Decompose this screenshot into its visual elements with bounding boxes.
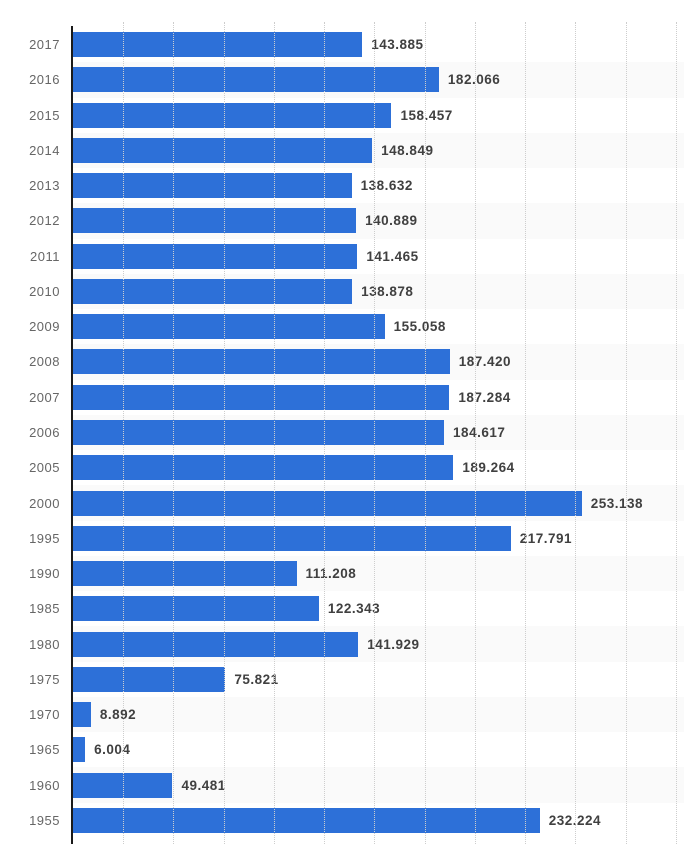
bar — [73, 737, 85, 762]
bar — [73, 138, 372, 163]
category-label: 2010 — [29, 283, 60, 299]
bar — [73, 349, 450, 374]
value-label: 138.632 — [360, 178, 413, 194]
bar — [73, 561, 297, 586]
plot-area — [73, 27, 684, 838]
category-label: 2006 — [29, 424, 60, 440]
bar — [73, 385, 449, 410]
category-label: 2014 — [29, 142, 60, 158]
category-label: 2017 — [29, 37, 60, 53]
category-label: 2008 — [29, 354, 60, 370]
value-label: 253.138 — [590, 495, 644, 511]
category-label: 1980 — [29, 636, 60, 652]
value-label: 158.457 — [400, 107, 453, 123]
bar — [73, 632, 358, 657]
bar — [73, 596, 319, 621]
value-label: 122.343 — [327, 601, 381, 617]
category-label: 1975 — [29, 671, 60, 687]
gridline — [475, 22, 476, 844]
bar — [73, 491, 582, 516]
value-label: 143.885 — [371, 37, 424, 53]
category-label: 2012 — [29, 213, 60, 229]
value-label: 232.224 — [548, 812, 602, 828]
bar — [73, 32, 362, 57]
value-label: 140.889 — [365, 213, 418, 229]
row-band — [73, 697, 684, 732]
category-label: 2011 — [30, 248, 60, 264]
value-label: 155.058 — [393, 319, 446, 335]
category-label: 2015 — [29, 107, 60, 123]
gridline — [425, 22, 426, 844]
gridline — [525, 22, 526, 844]
category-label: 1965 — [29, 742, 60, 758]
value-label: 217.791 — [519, 530, 573, 546]
value-label: 49.481 — [181, 777, 226, 793]
gridline — [123, 22, 124, 844]
bar — [73, 67, 439, 92]
bar — [73, 808, 540, 833]
value-label: 8.892 — [99, 707, 137, 723]
bar — [73, 279, 352, 304]
bar — [73, 314, 385, 339]
bar — [73, 173, 352, 198]
value-label: 187.284 — [458, 389, 511, 405]
value-label: 148.849 — [381, 142, 434, 158]
category-label: 2005 — [29, 460, 60, 476]
gridline — [324, 22, 325, 844]
value-label: 189.264 — [462, 460, 515, 476]
category-label: 1985 — [29, 601, 60, 617]
gridline — [173, 22, 174, 844]
gridline — [626, 22, 627, 844]
value-label: 138.878 — [361, 283, 414, 299]
value-label: 187.420 — [458, 354, 511, 370]
gridline — [224, 22, 225, 844]
value-label: 111.208 — [305, 566, 357, 582]
value-label: 184.617 — [453, 425, 506, 440]
value-label: 75.821 — [234, 671, 279, 687]
bar — [73, 455, 453, 480]
y-axis-line — [71, 26, 73, 844]
category-label: 1990 — [29, 566, 60, 582]
category-label: 1995 — [29, 530, 60, 546]
bar — [73, 420, 444, 445]
category-label: 1955 — [29, 812, 60, 828]
bar — [73, 103, 391, 128]
gridline — [374, 22, 375, 844]
category-label: 2016 — [29, 72, 60, 88]
gridline — [575, 22, 576, 844]
category-label: 2007 — [29, 389, 60, 405]
bar — [73, 244, 357, 269]
gridline — [274, 22, 275, 844]
category-label: 2013 — [29, 178, 60, 194]
category-label: 1960 — [29, 777, 60, 793]
value-label: 141.929 — [367, 636, 420, 652]
value-label: 182.066 — [447, 72, 501, 88]
bar — [73, 702, 91, 727]
bar — [73, 667, 225, 692]
category-label: 2009 — [29, 319, 60, 335]
category-label: 1970 — [29, 707, 60, 723]
bar — [73, 208, 356, 233]
value-label: 6.004 — [94, 742, 131, 758]
gridline — [676, 22, 677, 844]
bar — [73, 526, 511, 551]
category-label: 2000 — [29, 495, 60, 511]
value-label: 141.465 — [366, 248, 419, 264]
